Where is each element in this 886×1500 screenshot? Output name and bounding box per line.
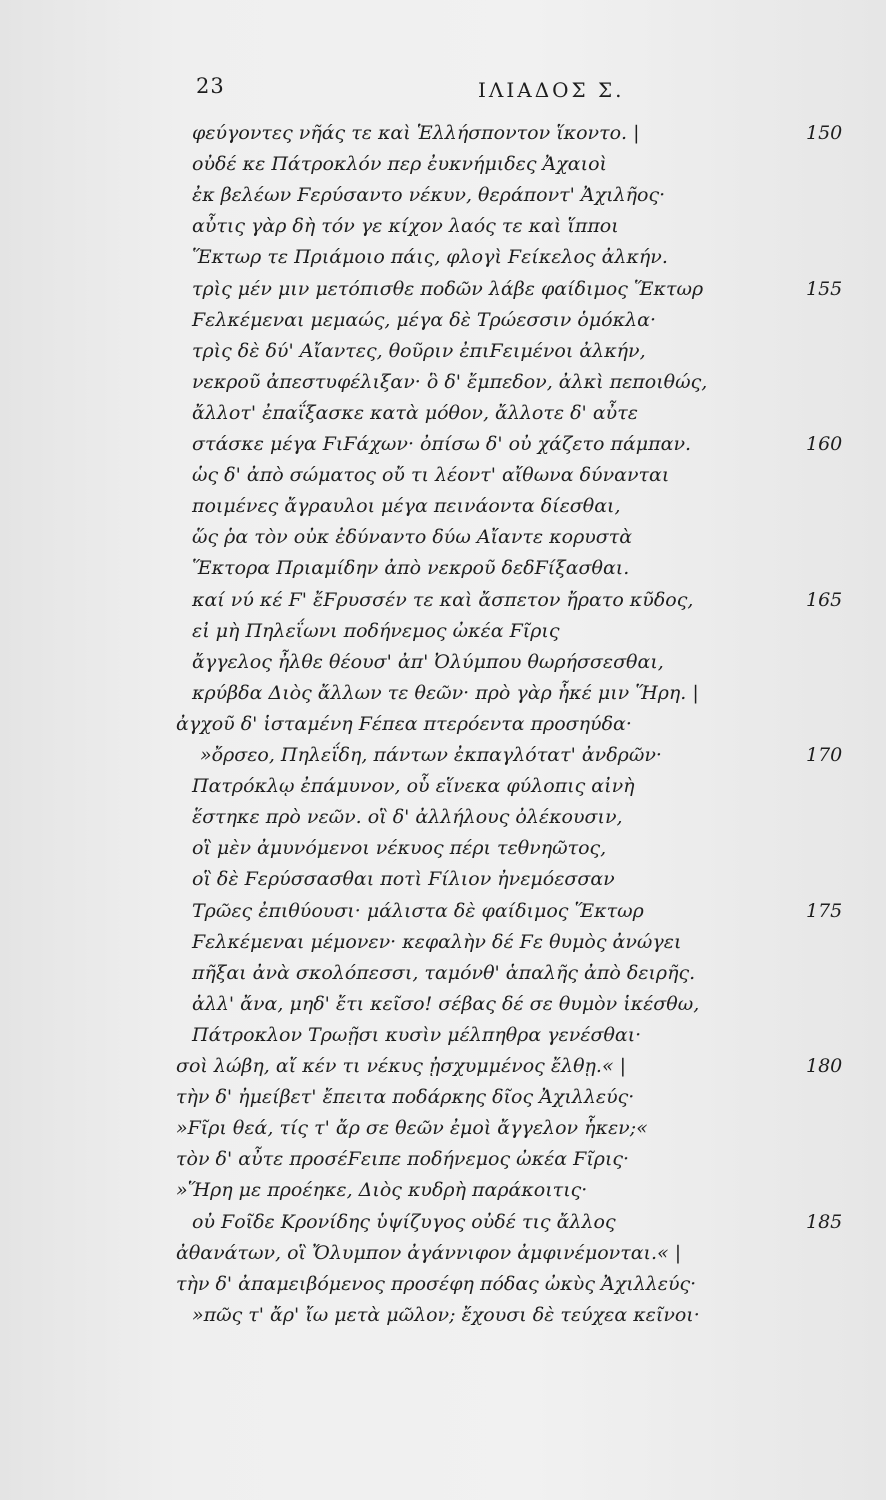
verse-line	[0, 862, 886, 896]
verse-line	[0, 1205, 886, 1239]
verse-line	[0, 1267, 886, 1301]
verse-text: καί νύ κέ Ϝ' ἔϜρυσσέν τε καὶ ἄσπετον ἤρατο κῦδος,	[192, 588, 694, 611]
verse-line	[0, 1049, 886, 1083]
verse-text: ἕστηκε πρὸ νεῶν. οἳ δ' ἀλλήλους ὀλέκουσιν,	[192, 806, 623, 829]
verse-text: στάσκε μέγα ϜιϜάχων· ὀπίσω δ' οὐ χάζετο πάμπαν.	[192, 433, 692, 455]
verse-text: ἐκ βελέων Ϝερύσαντο νέκυν, θεράποντ' Ἀχιλῆος·	[192, 184, 666, 207]
verse-line	[0, 1080, 886, 1114]
line-number: 170	[806, 744, 843, 766]
line-number: 160	[806, 433, 843, 455]
verse-text: Ἕκτορα Πριαμίδην ἀπὸ νεκροῦ δεδϜίξασθαι.	[192, 557, 630, 580]
verse-line	[0, 334, 886, 368]
verse-text: οἳ μὲν ἀμυνόμενοι νέκυος πέρι τεθνηῶτος,	[192, 837, 607, 860]
verse-text: οὐδέ κε Πάτροκλόν περ ἐυκνήμιδες Ἀχαιοὶ	[192, 153, 607, 176]
line-number: 180	[806, 1055, 843, 1077]
line-number: 150	[806, 122, 843, 144]
verse-line	[0, 240, 886, 274]
verse-text: »Ἥρη με προέηκε, Διὸς κυδρὴ παράκοιτις·	[176, 1179, 588, 1202]
verse-text: πῆξαι ἀνὰ σκολόπεσσι, ταμόνθ' ἁπαλῆς ἀπὸ δειρῆς.	[192, 961, 696, 984]
page-number: 23	[196, 74, 225, 98]
verse-line	[0, 987, 886, 1021]
verse-text: εἰ μὴ Πηλεΐωνι ποδήνεμος ὠκέα Ϝῖρις	[192, 619, 560, 642]
verse-text: ἄλλοτ' ἐπαΐξασκε κατὰ μόθον, ἄλλοτε δ' αὖτε	[192, 401, 638, 424]
verse-line	[0, 583, 886, 617]
verse-text: ἀλλ' ἄνα, μηδ' ἔτι κεῖσο! σέβας δέ σε θυμὸν ἱκέσθω,	[192, 992, 700, 1015]
verse-line	[0, 489, 886, 523]
verse-text: »Ϝῖρι θεά, τίς τ' ἄρ σε θεῶν ἐμοὶ ἄγγελον ἧκεν;«	[176, 1117, 648, 1140]
verse-line	[0, 303, 886, 337]
verse-line	[0, 1111, 886, 1145]
verse-text: οἳ δὲ Ϝερύσσασθαι ποτὶ Ϝίλιον ἠνεμόεσσαν	[192, 868, 615, 891]
running-title: ΙΛΙΑΔΟΣ Σ.	[478, 78, 625, 102]
verse-text: τὸν δ' αὖτε προσέϜειπε ποδήνεμος ὠκέα Ϝῖρις·	[176, 1148, 630, 1171]
verse-text: Ϝελκέμεναι μέμονεν· κεφαλὴν δέ Ϝε θυμὸς ἀνώγει	[192, 930, 682, 953]
verse-line	[0, 738, 886, 772]
verse-text: ἀγχοῦ δ' ἱσταμένη Ϝέπεα πτερόεντα προσηύδα·	[176, 712, 632, 735]
verse-text: »ὄρσεο, Πηλεΐδη, πάντων ἐκπαγλότατ' ἀνδρῶν·	[200, 744, 662, 766]
verse-text: ἄγγελος ἦλθε θέουσ' ἀπ' Ὀλύμπου θωρήσσεσθαι,	[192, 650, 664, 673]
verse-line	[0, 1142, 886, 1176]
line-number: 175	[806, 899, 843, 922]
verse-line	[0, 1236, 886, 1270]
verse-line	[0, 925, 886, 959]
verse-line	[0, 894, 886, 928]
verse-text: τὴν δ' ἠμείβετ' ἔπειτα ποδάρκης δῖος Ἀχιλλεύς·	[176, 1086, 635, 1109]
verse-line	[0, 831, 886, 865]
verse-line	[0, 396, 886, 430]
verse-line	[0, 458, 886, 492]
verse-line	[0, 769, 886, 803]
verse-line	[0, 116, 886, 150]
verse-text: τὴν δ' ἀπαμειβόμενος προσέφη πόδας ὠκὺς Ἀχιλλεύς·	[176, 1272, 697, 1295]
verse-line	[0, 178, 886, 212]
verse-text: »πῶς τ' ἄρ' ἴω μετὰ μῶλον; ἔχουσι δὲ τεύχεα κεῖνοι·	[192, 1303, 700, 1326]
verse-text: Ϝελκέμεναι μεμαώς, μέγα δὲ Τρώεσσιν ὁμόκλα·	[192, 308, 656, 331]
verse-text: τρὶς μέν μιν μετόπισθε ποδῶν λάβε φαίδιμος Ἕκτωρ	[192, 277, 704, 300]
line-number: 155	[806, 277, 843, 300]
verse-line	[0, 365, 886, 399]
verse-line	[0, 1018, 886, 1052]
verse-line	[0, 209, 886, 243]
verse-text: Τρῶες ἐπιθύουσι· μάλιστα δὲ φαίδιμος Ἕκτωρ	[192, 899, 644, 922]
verse-text: τρὶς δὲ δύ' Αἴαντες, θοῦριν ἐπιϜειμένοι ἀλκήν,	[192, 339, 646, 362]
verse-line	[0, 1173, 886, 1207]
verse-line	[0, 956, 886, 990]
verse-text: κρύβδα Διὸς ἄλλων τε θεῶν· πρὸ γὰρ ἧκέ μιν Ἥρη. |	[192, 681, 699, 704]
verse-text: ποιμένες ἄγραυλοι μέγα πεινάοντα δίεσθαι,	[192, 495, 621, 518]
verse-text: αὖτις γὰρ δὴ τόν γε κίχον λαός τε καὶ ἵπποι	[192, 215, 619, 238]
verse-text: νεκροῦ ἀπεστυφέλιξαν· ὃ δ' ἔμπεδον, ἀλκὶ πεποιθώς,	[192, 370, 708, 393]
verse-text: φεύγοντες νῆάς τε καὶ Ἑλλήσποντον ἵκοντο. |	[192, 122, 640, 144]
verse-text: οὐ Ϝοῖδε Κρονίδης ὑψίζυγος οὐδέ τις ἄλλος	[192, 1210, 616, 1233]
verse-text: Ἕκτωρ τε Πριάμοιο πάις, φλογὶ Ϝείκελος ἀλκήν.	[192, 246, 668, 269]
verse-line	[0, 520, 886, 554]
verse-line	[0, 800, 886, 834]
verse-line	[0, 551, 886, 585]
verse-text: σοὶ λώβη, αἴ κέν τι νέκυς ᾐσχυμμένος ἔλθῃ.« |	[176, 1055, 627, 1077]
verse-text: Πατρόκλῳ ἐπάμυνον, οὗ εἵνεκα φύλοπις αἰνὴ	[192, 775, 635, 798]
line-number: 165	[806, 588, 843, 611]
line-number: 185	[806, 1210, 843, 1233]
verse-text: ἀθανάτων, οἳ Ὄλυμπον ἀγάννιφον ἀμφινέμονται.« |	[176, 1241, 682, 1264]
verse-line	[0, 427, 886, 461]
verse-line	[0, 645, 886, 679]
verse-text: ὡς δ' ἀπὸ σώματος οὔ τι λέοντ' αἴθωνα δύνανται	[192, 464, 670, 487]
verse-text: Πάτροκλον Τρωῇσι κυσὶν μέλπηθρα γενέσθαι·	[192, 1023, 642, 1046]
verse-line	[0, 614, 886, 648]
verse-line	[0, 147, 886, 181]
verse-line	[0, 676, 886, 710]
verse-text: ὥς ῥα τὸν οὐκ ἐδύναντο δύω Αἴαντε κορυστὰ	[192, 526, 633, 549]
verse-line	[0, 272, 886, 306]
verse-line	[0, 707, 886, 741]
verse-line	[0, 1298, 886, 1332]
